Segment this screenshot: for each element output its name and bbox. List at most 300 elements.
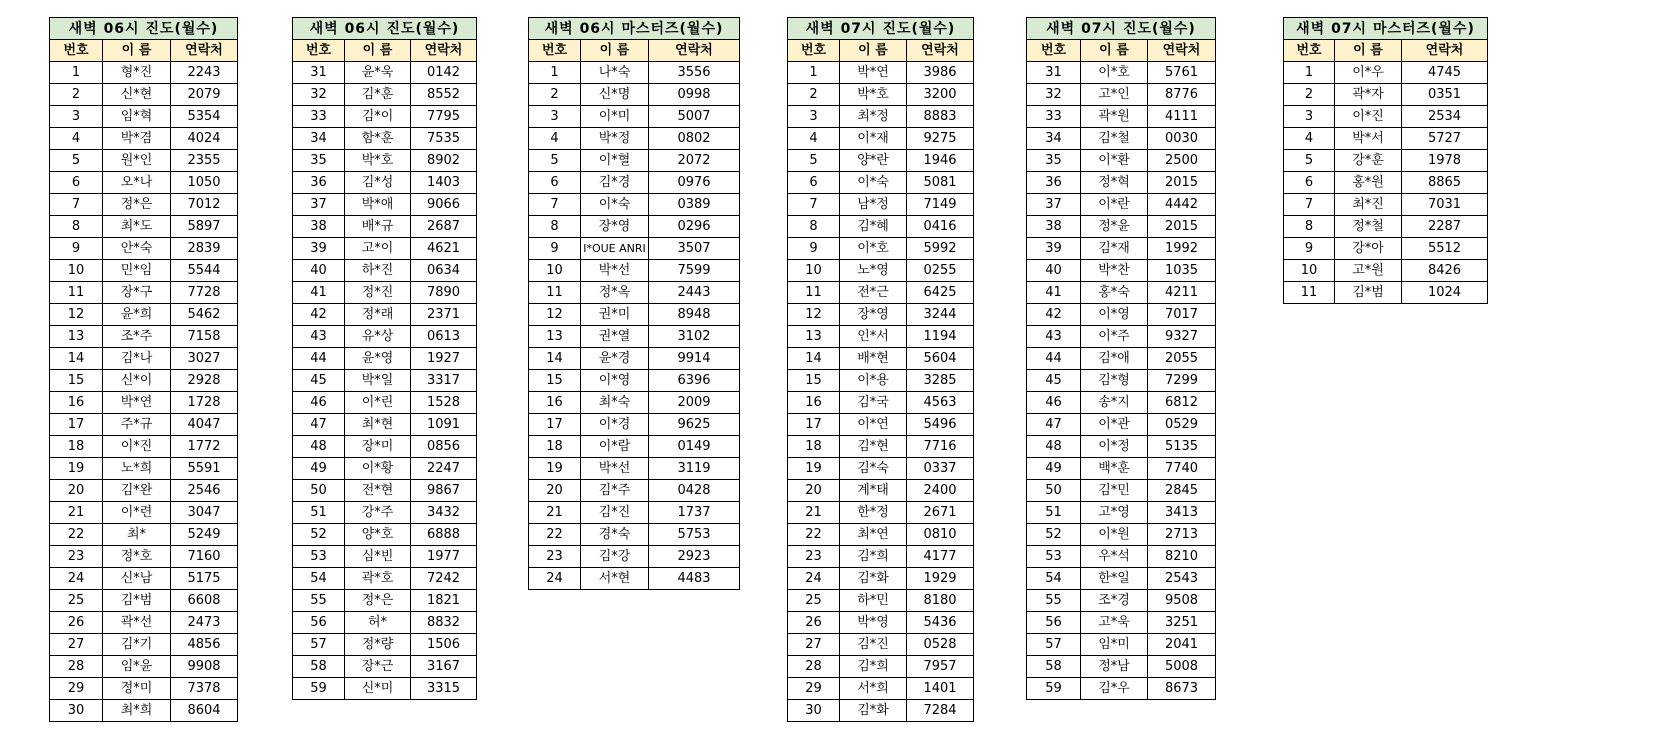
contact-digits: 5727 [1402, 128, 1488, 150]
contact-digits: 2055 [1148, 348, 1216, 370]
member-name: 김*희 [840, 656, 907, 678]
member-name: 배*현 [840, 348, 907, 370]
contact-digits: 0528 [907, 634, 974, 656]
row-number: 5 [788, 150, 840, 172]
row-number: 20 [50, 480, 103, 502]
contact-digits: 5604 [907, 348, 974, 370]
row-number: 34 [293, 128, 345, 150]
table-row [293, 634, 477, 656]
member-name: 한*일 [1081, 568, 1148, 590]
member-name: 이*주 [1081, 326, 1148, 348]
contact-digits: 4211 [1148, 282, 1216, 304]
table-row [788, 84, 974, 106]
row-number: 53 [293, 546, 345, 568]
row-number: 11 [529, 282, 581, 304]
row-number: 45 [293, 370, 345, 392]
contact-digits: 3200 [907, 84, 974, 106]
member-name: 조*경 [1081, 590, 1148, 612]
member-name: 박*애 [345, 194, 411, 216]
header-number: 번호 [50, 40, 103, 62]
contact-digits: 0142 [411, 62, 477, 84]
row-number: 40 [293, 260, 345, 282]
member-name: 윤*영 [345, 348, 411, 370]
row-number: 12 [788, 304, 840, 326]
member-name: 최*진 [1335, 194, 1402, 216]
member-name: 이*경 [581, 414, 649, 436]
table-row [1027, 612, 1216, 634]
row-number: 46 [1027, 392, 1081, 414]
table-row [1027, 282, 1216, 304]
row-number: 16 [529, 392, 581, 414]
table-row [1284, 282, 1488, 304]
row-number: 1 [50, 62, 103, 84]
member-name: 장*구 [103, 282, 171, 304]
table-title: 새벽 06시 진도(월수) [50, 18, 238, 40]
header-contact: 연락처 [649, 40, 740, 62]
contact-digits: 8948 [649, 304, 740, 326]
table-row [50, 238, 238, 260]
member-name: 신*현 [103, 84, 171, 106]
table-row [1284, 260, 1488, 282]
member-name: 최*도 [103, 216, 171, 238]
member-name: 이*람 [581, 436, 649, 458]
member-name: 김*화 [840, 568, 907, 590]
member-name: 고*영 [1081, 502, 1148, 524]
row-number: 19 [50, 458, 103, 480]
member-name: 김*진 [581, 502, 649, 524]
row-number: 9 [1284, 238, 1335, 260]
table-row [50, 392, 238, 414]
member-name: I*OUE ANRI [581, 238, 649, 260]
table-row [50, 634, 238, 656]
contact-digits: 7242 [411, 568, 477, 590]
row-number: 14 [529, 348, 581, 370]
member-name: 김*주 [581, 480, 649, 502]
table-row [788, 282, 974, 304]
table-row [1027, 392, 1216, 414]
table-row [529, 304, 740, 326]
member-name: 정*철 [1335, 216, 1402, 238]
row-number: 45 [1027, 370, 1081, 392]
member-name: 최*현 [345, 414, 411, 436]
table-row [1027, 62, 1216, 84]
table-row [1027, 326, 1216, 348]
table-row [529, 326, 740, 348]
member-name: 박*영 [840, 612, 907, 634]
table-row [1027, 84, 1216, 106]
table-row [1027, 414, 1216, 436]
contact-digits: 1401 [907, 678, 974, 700]
row-number: 21 [788, 502, 840, 524]
contact-digits: 0389 [649, 194, 740, 216]
table-row [788, 172, 974, 194]
contact-digits: 8902 [411, 150, 477, 172]
member-name: 박*찬 [1081, 260, 1148, 282]
row-number: 24 [788, 568, 840, 590]
contact-digits: 8865 [1402, 172, 1488, 194]
member-name: 서*희 [840, 678, 907, 700]
table-row [788, 216, 974, 238]
contact-digits: 0998 [649, 84, 740, 106]
table-row [1284, 172, 1488, 194]
table-row [529, 524, 740, 546]
row-number: 9 [529, 238, 581, 260]
table-row [788, 590, 974, 612]
table-row [293, 304, 477, 326]
table-row [50, 480, 238, 502]
contact-digits: 8776 [1148, 84, 1216, 106]
header-contact: 연락처 [411, 40, 477, 62]
member-name: 허* [345, 612, 411, 634]
header-contact: 연락처 [1148, 40, 1216, 62]
table-row [529, 348, 740, 370]
table-row [1027, 128, 1216, 150]
table-row [50, 348, 238, 370]
member-name: 곽*원 [1081, 106, 1148, 128]
row-number: 55 [293, 590, 345, 612]
table-row [50, 216, 238, 238]
row-number: 43 [293, 326, 345, 348]
row-number: 39 [293, 238, 345, 260]
contact-digits: 9275 [907, 128, 974, 150]
member-name: 민*임 [103, 260, 171, 282]
contact-digits: 4047 [171, 414, 238, 436]
table-row [50, 128, 238, 150]
table-row [50, 546, 238, 568]
header-name: 이 름 [581, 40, 649, 62]
row-number: 13 [529, 326, 581, 348]
table-row [293, 458, 477, 480]
row-number: 40 [1027, 260, 1081, 282]
contact-digits: 1506 [411, 634, 477, 656]
contact-digits: 7160 [171, 546, 238, 568]
member-name: 이*재 [840, 128, 907, 150]
contact-digits: 1946 [907, 150, 974, 172]
row-number: 35 [1027, 150, 1081, 172]
table-title: 새벽 06시 마스터즈(월수) [529, 18, 740, 40]
table-row [1284, 194, 1488, 216]
row-number: 48 [1027, 436, 1081, 458]
contact-digits: 3556 [649, 62, 740, 84]
contact-digits: 5008 [1148, 656, 1216, 678]
row-number: 18 [788, 436, 840, 458]
contact-digits: 3251 [1148, 612, 1216, 634]
table-row [529, 370, 740, 392]
contact-digits: 7599 [649, 260, 740, 282]
row-number: 36 [1027, 172, 1081, 194]
table-row [50, 590, 238, 612]
row-number: 14 [50, 348, 103, 370]
member-name: 이*진 [1335, 106, 1402, 128]
row-number: 15 [529, 370, 581, 392]
member-name: 임*미 [1081, 634, 1148, 656]
table-row [788, 480, 974, 502]
table-row [1027, 480, 1216, 502]
contact-digits: 6812 [1148, 392, 1216, 414]
member-name: 정*옥 [581, 282, 649, 304]
table-row [1284, 150, 1488, 172]
table-row [1027, 502, 1216, 524]
member-name: 박*일 [345, 370, 411, 392]
row-number: 3 [1284, 106, 1335, 128]
member-name: 장*미 [345, 436, 411, 458]
row-number: 10 [50, 260, 103, 282]
row-number: 10 [788, 260, 840, 282]
table-row [293, 326, 477, 348]
member-name: 정*량 [345, 634, 411, 656]
row-number: 22 [50, 524, 103, 546]
table-row [293, 260, 477, 282]
table-row [1027, 590, 1216, 612]
row-number: 8 [529, 216, 581, 238]
member-name: 박*호 [345, 150, 411, 172]
contact-digits: 8210 [1148, 546, 1216, 568]
table-row [788, 62, 974, 84]
table-row [1284, 216, 1488, 238]
member-name: 이*연 [840, 414, 907, 436]
table-row [1027, 524, 1216, 546]
row-number: 7 [1284, 194, 1335, 216]
header-name: 이 름 [103, 40, 171, 62]
row-number: 2 [788, 84, 840, 106]
contact-digits: 5007 [649, 106, 740, 128]
contact-digits: 5761 [1148, 62, 1216, 84]
contact-digits: 5249 [171, 524, 238, 546]
table-row [50, 282, 238, 304]
table-row [1027, 436, 1216, 458]
contact-digits: 5753 [649, 524, 740, 546]
member-name: 이*린 [345, 392, 411, 414]
member-name: 원*인 [103, 150, 171, 172]
member-name: 인*서 [840, 326, 907, 348]
member-name: 신*미 [345, 678, 411, 700]
member-name: 윤*욱 [345, 62, 411, 84]
member-name: 김*민 [1081, 480, 1148, 502]
table-row [788, 524, 974, 546]
row-number: 31 [293, 62, 345, 84]
member-name: 김*기 [103, 634, 171, 656]
contact-digits: 2713 [1148, 524, 1216, 546]
table-row [1027, 370, 1216, 392]
member-name: 이*영 [1081, 304, 1148, 326]
contact-digits: 3167 [411, 656, 477, 678]
contact-digits: 2671 [907, 502, 974, 524]
contact-digits: 2534 [1402, 106, 1488, 128]
member-name: 강*훈 [1335, 150, 1402, 172]
member-name: 정*남 [1081, 656, 1148, 678]
member-name: 함*훈 [345, 128, 411, 150]
member-name: 나*숙 [581, 62, 649, 84]
contact-digits: 0529 [1148, 414, 1216, 436]
contact-digits: 9327 [1148, 326, 1216, 348]
row-number: 3 [788, 106, 840, 128]
table-row [50, 106, 238, 128]
row-number: 8 [50, 216, 103, 238]
row-number: 39 [1027, 238, 1081, 260]
member-name: 강*아 [1335, 238, 1402, 260]
member-name: 박*정 [581, 128, 649, 150]
table-row [293, 128, 477, 150]
row-number: 18 [529, 436, 581, 458]
row-number: 3 [529, 106, 581, 128]
row-number: 17 [529, 414, 581, 436]
table-row [788, 392, 974, 414]
table-row [1027, 568, 1216, 590]
member-name: 임*혁 [103, 106, 171, 128]
contact-digits: 1929 [907, 568, 974, 590]
row-number: 20 [788, 480, 840, 502]
table-row [1027, 238, 1216, 260]
row-number: 11 [50, 282, 103, 304]
table-row [788, 260, 974, 282]
contact-digits: 2473 [171, 612, 238, 634]
row-number: 56 [1027, 612, 1081, 634]
member-name: 김*애 [1081, 348, 1148, 370]
row-number: 13 [788, 326, 840, 348]
row-number: 13 [50, 326, 103, 348]
contact-digits: 2923 [649, 546, 740, 568]
table-row [50, 260, 238, 282]
contact-digits: 2845 [1148, 480, 1216, 502]
row-number: 57 [1027, 634, 1081, 656]
member-name: 신*이 [103, 370, 171, 392]
member-name: 이*정 [1081, 436, 1148, 458]
row-number: 47 [1027, 414, 1081, 436]
contact-digits: 2400 [907, 480, 974, 502]
row-number: 22 [788, 524, 840, 546]
row-number: 28 [788, 656, 840, 678]
row-number: 20 [529, 480, 581, 502]
table-row [293, 436, 477, 458]
row-number: 37 [1027, 194, 1081, 216]
contact-digits: 0613 [411, 326, 477, 348]
contact-digits: 6608 [171, 590, 238, 612]
contact-digits: 1978 [1402, 150, 1488, 172]
contact-digits: 2079 [171, 84, 238, 106]
row-number: 24 [50, 568, 103, 590]
row-number: 42 [1027, 304, 1081, 326]
table-row [50, 62, 238, 84]
row-number: 9 [50, 238, 103, 260]
table-row [788, 150, 974, 172]
member-name: 김*재 [1081, 238, 1148, 260]
member-name: 김*강 [581, 546, 649, 568]
contact-digits: 3102 [649, 326, 740, 348]
contact-digits: 7795 [411, 106, 477, 128]
row-number: 14 [788, 348, 840, 370]
table-row [529, 392, 740, 414]
row-number: 51 [1027, 502, 1081, 524]
contact-digits: 8883 [907, 106, 974, 128]
table-row [293, 590, 477, 612]
table-row [293, 612, 477, 634]
contact-digits: 2009 [649, 392, 740, 414]
contact-digits: 1728 [171, 392, 238, 414]
table-row [50, 656, 238, 678]
contact-digits: 3317 [411, 370, 477, 392]
member-name: 홍*원 [1335, 172, 1402, 194]
contact-digits: 1992 [1148, 238, 1216, 260]
row-number: 52 [1027, 524, 1081, 546]
contact-digits: 2247 [411, 458, 477, 480]
member-name: 고*욱 [1081, 612, 1148, 634]
member-name: 송*지 [1081, 392, 1148, 414]
table-row [293, 172, 477, 194]
table-row [293, 106, 477, 128]
row-number: 59 [293, 678, 345, 700]
row-number: 51 [293, 502, 345, 524]
contact-digits: 9908 [171, 656, 238, 678]
table-row [1027, 304, 1216, 326]
row-number: 7 [788, 194, 840, 216]
contact-digits: 7378 [171, 678, 238, 700]
header-name: 이 름 [345, 40, 411, 62]
table-row [293, 216, 477, 238]
row-number: 4 [788, 128, 840, 150]
member-name: 박*선 [581, 458, 649, 480]
member-name: 최*연 [840, 524, 907, 546]
table-row [788, 634, 974, 656]
contact-digits: 0149 [649, 436, 740, 458]
member-name: 장*영 [840, 304, 907, 326]
row-number: 8 [1284, 216, 1335, 238]
contact-digits: 2687 [411, 216, 477, 238]
row-number: 19 [788, 458, 840, 480]
contact-digits: 5591 [171, 458, 238, 480]
contact-digits: 5135 [1148, 436, 1216, 458]
contact-digits: 3507 [649, 238, 740, 260]
row-number: 49 [1027, 458, 1081, 480]
table-row [1027, 634, 1216, 656]
row-number: 31 [1027, 62, 1081, 84]
contact-digits: 0428 [649, 480, 740, 502]
table-row [50, 436, 238, 458]
row-number: 4 [529, 128, 581, 150]
row-number: 50 [1027, 480, 1081, 502]
contact-digits: 8426 [1402, 260, 1488, 282]
member-name: 정*윤 [1081, 216, 1148, 238]
table-row [50, 414, 238, 436]
contact-digits: 3027 [171, 348, 238, 370]
member-name: 노*희 [103, 458, 171, 480]
table-row [1284, 238, 1488, 260]
table-row [529, 568, 740, 590]
row-number: 6 [1284, 172, 1335, 194]
roster-table-07-masters [1283, 17, 1488, 304]
table-row [293, 502, 477, 524]
table-row [529, 260, 740, 282]
row-number: 5 [529, 150, 581, 172]
contact-digits: 4563 [907, 392, 974, 414]
member-name: 노*영 [840, 260, 907, 282]
contact-digits: 1035 [1148, 260, 1216, 282]
member-name: 곽*호 [345, 568, 411, 590]
row-number: 36 [293, 172, 345, 194]
row-number: 28 [50, 656, 103, 678]
contact-digits: 0030 [1148, 128, 1216, 150]
row-number: 2 [1284, 84, 1335, 106]
member-name: 심*빈 [345, 546, 411, 568]
member-name: 주*규 [103, 414, 171, 436]
contact-digits: 1091 [411, 414, 477, 436]
contact-digits: 2928 [171, 370, 238, 392]
table-row [1027, 260, 1216, 282]
row-number: 29 [788, 678, 840, 700]
contact-digits: 7299 [1148, 370, 1216, 392]
member-name: 계*태 [840, 480, 907, 502]
member-name: 최*희 [103, 700, 171, 722]
contact-digits: 1024 [1402, 282, 1488, 304]
